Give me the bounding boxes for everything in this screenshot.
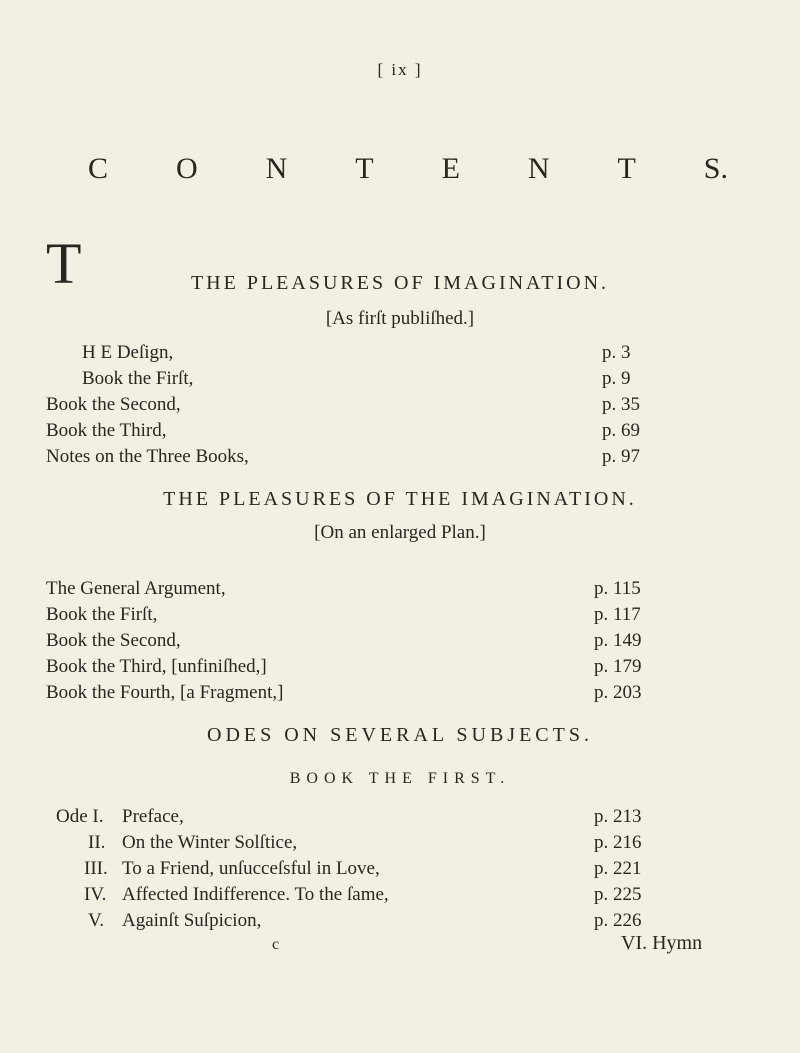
- toc-page: p. 149: [594, 630, 642, 651]
- contents-letter: T: [355, 152, 374, 185]
- section-title: ODES ON SEVERAL SUBJECTS.: [207, 724, 593, 746]
- contents-letter: O: [175, 152, 198, 185]
- toc-entry: Book the Third,: [46, 420, 167, 441]
- toc-page: p. 226: [594, 910, 642, 931]
- drop-cap: T: [46, 231, 82, 296]
- page-number: [ ix ]: [377, 60, 423, 79]
- toc-entry: On the Winter Solſtice,: [122, 832, 298, 853]
- ode-number: III.: [84, 858, 108, 879]
- toc-page: p. 216: [594, 832, 642, 853]
- ode-number: V.: [88, 910, 105, 931]
- toc-page: p. 35: [602, 394, 640, 415]
- book-heading: BOOK THE FIRST.: [289, 770, 511, 787]
- section-title: THE PLEASURES OF THE IMAGINATION.: [163, 488, 637, 510]
- toc-page: p. 69: [602, 420, 640, 441]
- toc-page: p. 117: [594, 604, 641, 625]
- toc-entry: Notes on the Three Books,: [46, 446, 249, 467]
- toc-page: p. 221: [594, 858, 642, 879]
- toc-entry: To a Friend, unſucceſsful in Love,: [122, 858, 380, 879]
- catchword: VI. Hymn: [621, 932, 703, 954]
- toc-page: p. 115: [594, 578, 641, 599]
- contents-letter: N: [527, 152, 550, 185]
- ode-number: Ode I.: [56, 806, 104, 827]
- ode-number: II.: [88, 832, 106, 853]
- toc-entry: Book the Third, [unfiniſhed,]: [46, 656, 267, 677]
- toc-entry: Preface,: [122, 806, 184, 827]
- toc-entry: The General Argument,: [46, 578, 226, 599]
- signature-mark: c: [272, 936, 280, 953]
- contents-letter: N: [265, 152, 288, 185]
- toc-page: p. 97: [602, 446, 640, 467]
- toc-page: p. 179: [594, 656, 642, 677]
- toc-entry: Book the Firſt,: [46, 604, 158, 625]
- contents-letter: C: [88, 152, 109, 185]
- contents-letter: E: [441, 152, 460, 185]
- toc-page: p. 203: [594, 682, 642, 703]
- section-subtitle: [On an enlarged Plan.]: [314, 522, 486, 543]
- toc-entry: Againſt Suſpicion,: [122, 910, 262, 931]
- toc-entry: Book the Firſt,: [82, 368, 194, 389]
- contents-letter: T: [617, 152, 636, 185]
- toc-entry: Book the Second,: [46, 394, 181, 415]
- toc-entry: Book the Fourth, [a Fragment,]: [46, 682, 284, 703]
- toc-entry: Book the Second,: [46, 630, 181, 651]
- toc-page: p. 225: [594, 884, 642, 905]
- ode-number: IV.: [84, 884, 107, 905]
- section-subtitle: [As firſt publiſhed.]: [325, 308, 475, 329]
- toc-page: p. 9: [602, 368, 631, 389]
- toc-page: p. 3: [602, 342, 631, 363]
- section-title: THE PLEASURES OF IMAGINATION.: [190, 272, 610, 294]
- toc-page: p. 213: [594, 806, 642, 827]
- toc-entry: Affected Indifference. To the ſame,: [122, 884, 389, 905]
- contents-letter: S.: [703, 152, 728, 185]
- toc-entry: H E Deſign,: [82, 342, 174, 363]
- contents-heading: [88, 152, 728, 186]
